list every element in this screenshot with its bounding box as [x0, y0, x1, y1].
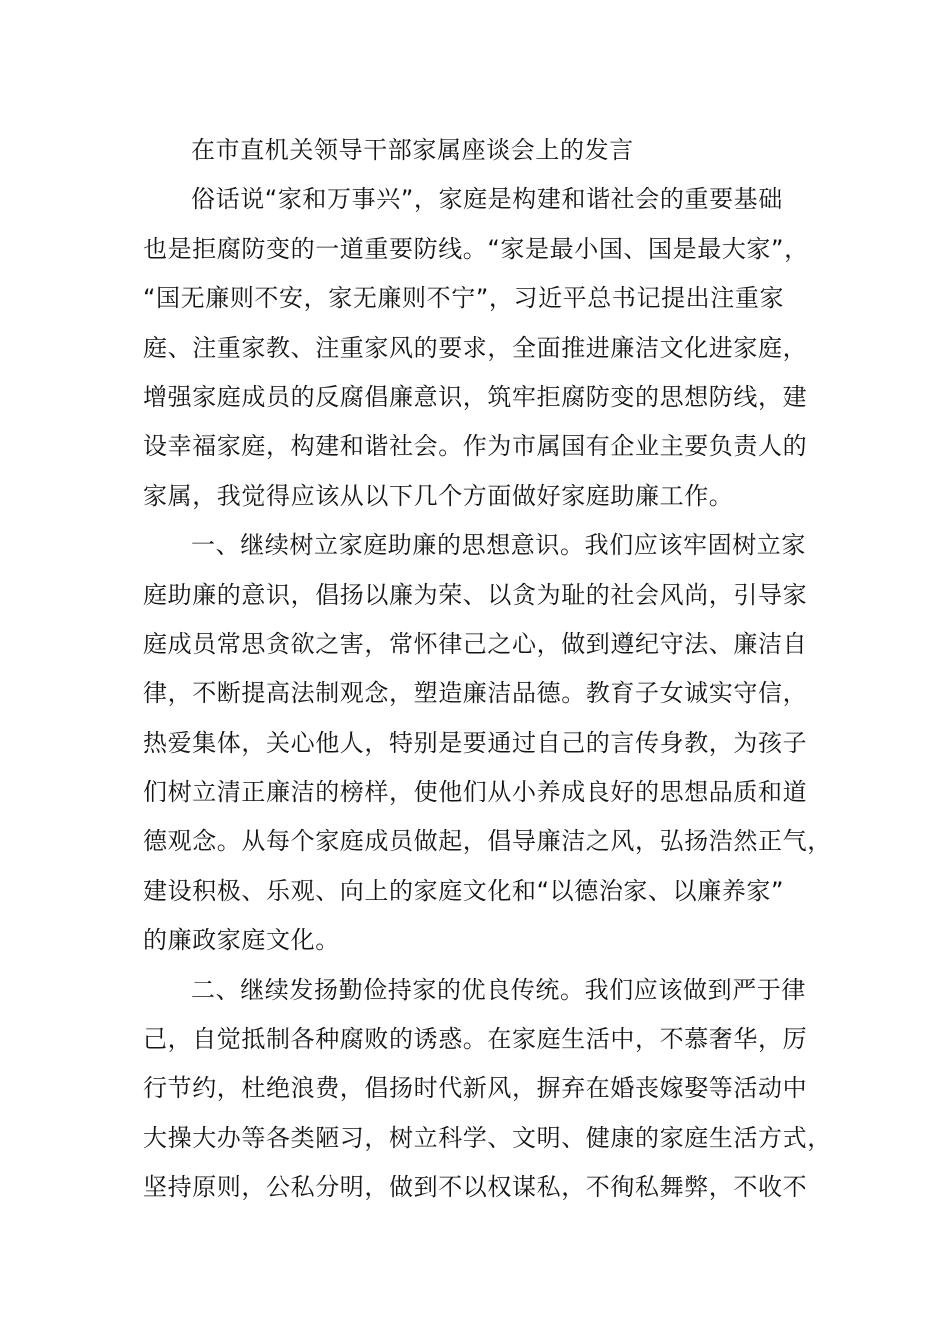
document-body: [143, 126, 831, 1213]
text-line: 俗话说“家和万事兴”，家庭是构建和谐社会的重要基础: [191, 185, 783, 214]
text-line: 也是拒腐防变的一道重要防线。“家是最小国、国是最大家”，: [143, 234, 809, 263]
text-line: 行节约，杜绝浪费，倡扬时代新风，摒弃在婚丧嫁娶等活动中: [143, 1074, 808, 1103]
text-line: 增强家庭成员的反腐倡廉意识，筑牢拒腐防变的思想防线，建: [143, 382, 808, 411]
document-title: 在市直机关领导干部家属座谈会上的发言: [191, 136, 634, 164]
text-line: 一、继续树立家庭助廉的思想意识。我们应该牢固树立家: [191, 531, 806, 560]
text-line: 设幸福家庭，构建和谐社会。作为市属国有企业主要负责人的: [143, 432, 808, 461]
text-line: 庭、注重家教、注重家风的要求，全面推进廉洁文化进家庭，: [143, 333, 808, 362]
text-line: 建设积极、乐观、向上的家庭文化和“以德治家、以廉养家”: [143, 876, 785, 905]
text-line: “国无廉则不安，家无廉则不宁”，习近平总书记提出注重家: [143, 284, 785, 313]
text-line: 己，自觉抵制各种腐败的诱惑。在家庭生活中，不慕奢华，厉: [143, 1025, 808, 1054]
text-line: 庭成员常思贪欲之害，常怀律己之心，做到遵纪守法、廉洁自: [143, 629, 808, 658]
text-line: 庭助廉的意识，倡扬以廉为荣、以贪为耻的社会风尚，引导家: [143, 580, 808, 609]
text-line: 热爱集体，关心他人，特别是要通过自己的言传身教，为孩子: [143, 728, 808, 757]
text-line: 律，不断提高法制观念，塑造廉洁品德。教育子女诚实守信，: [143, 679, 808, 708]
text-line: 们树立清正廉洁的榜样，使他们从小养成良好的思想品质和道: [143, 778, 808, 807]
text-line: 大操大办等各类陋习，树立科学、文明、健康的家庭生活方式，: [143, 1123, 832, 1152]
text-line: 家属，我觉得应该从以下几个方面做好家庭助廉工作。: [143, 481, 734, 510]
text-line: 坚持原则，公私分明，做到不以权谋私，不徇私舞弊，不收不: [143, 1173, 808, 1202]
text-line: 二、继续发扬勤俭持家的优良传统。我们应该做到严于律: [191, 975, 806, 1004]
text-line: 德观念。从每个家庭成员做起，倡导廉洁之风，弘扬浩然正气，: [143, 827, 832, 856]
text-line: 的廉政家庭文化。: [143, 926, 340, 955]
